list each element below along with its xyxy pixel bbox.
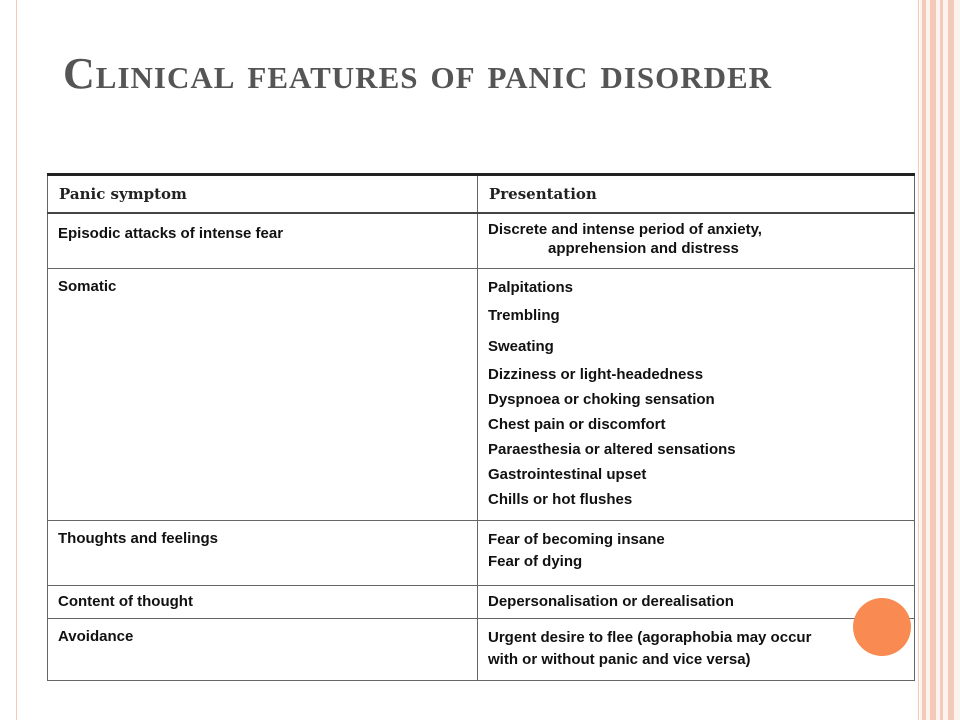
clinical-features-table xyxy=(47,173,915,681)
presentation-line: apprehension and distress xyxy=(548,240,739,257)
presentation-cell xyxy=(478,618,915,680)
table-row xyxy=(48,520,915,585)
presentation-line: Urgent desire to flee (agoraphobia may occur xyxy=(488,628,812,646)
presentation-line: Trembling xyxy=(488,306,560,324)
presentation-cell xyxy=(478,585,915,618)
presentation-line: Paraesthesia or altered sensations xyxy=(488,440,736,458)
symptom-cell: Somatic xyxy=(48,268,478,520)
table-header-row xyxy=(48,175,915,214)
presentation-cell xyxy=(478,268,915,520)
presentation-line: Chills or hot flushes xyxy=(488,490,633,508)
presentation-line: Dyspnoea or choking sensation xyxy=(488,390,715,408)
presentation-line: Depersonalisation or derealisation xyxy=(488,592,734,610)
table-row xyxy=(48,618,915,680)
symptom-cell: Content of thought xyxy=(48,585,478,618)
presentation-line: Fear of becoming insane xyxy=(488,530,665,548)
symptom-cell: Avoidance xyxy=(48,618,478,680)
presentation-cell xyxy=(478,213,915,268)
presentation-line: Discrete and intense period of anxiety, xyxy=(488,221,762,238)
column-header-presentation: Presentation xyxy=(478,175,915,214)
presentation-line: Chest pain or discomfort xyxy=(488,415,666,433)
presentation-line: Palpitations xyxy=(488,278,574,296)
decorative-stripes xyxy=(920,0,960,720)
presentation-line: Gastrointestinal upset xyxy=(488,465,647,483)
symptom-cell: Thoughts and feelings xyxy=(48,520,478,585)
table-row xyxy=(48,213,915,268)
table-row xyxy=(48,585,915,618)
presentation-line: with or without panic and vice versa) xyxy=(488,650,751,668)
presentation-line: Fear of dying xyxy=(488,552,583,570)
table-row xyxy=(48,268,915,520)
column-header-symptom: Panic symptom xyxy=(48,175,478,214)
presentation-line: Sweating xyxy=(488,337,554,355)
presentation-line: Dizziness or light-headedness xyxy=(488,365,704,383)
symptom-cell: Episodic attacks of intense fear xyxy=(48,213,478,268)
slide-title: Clinical features of panic disorder xyxy=(63,49,773,98)
presentation-cell xyxy=(478,520,915,585)
decorative-circle xyxy=(853,598,911,656)
